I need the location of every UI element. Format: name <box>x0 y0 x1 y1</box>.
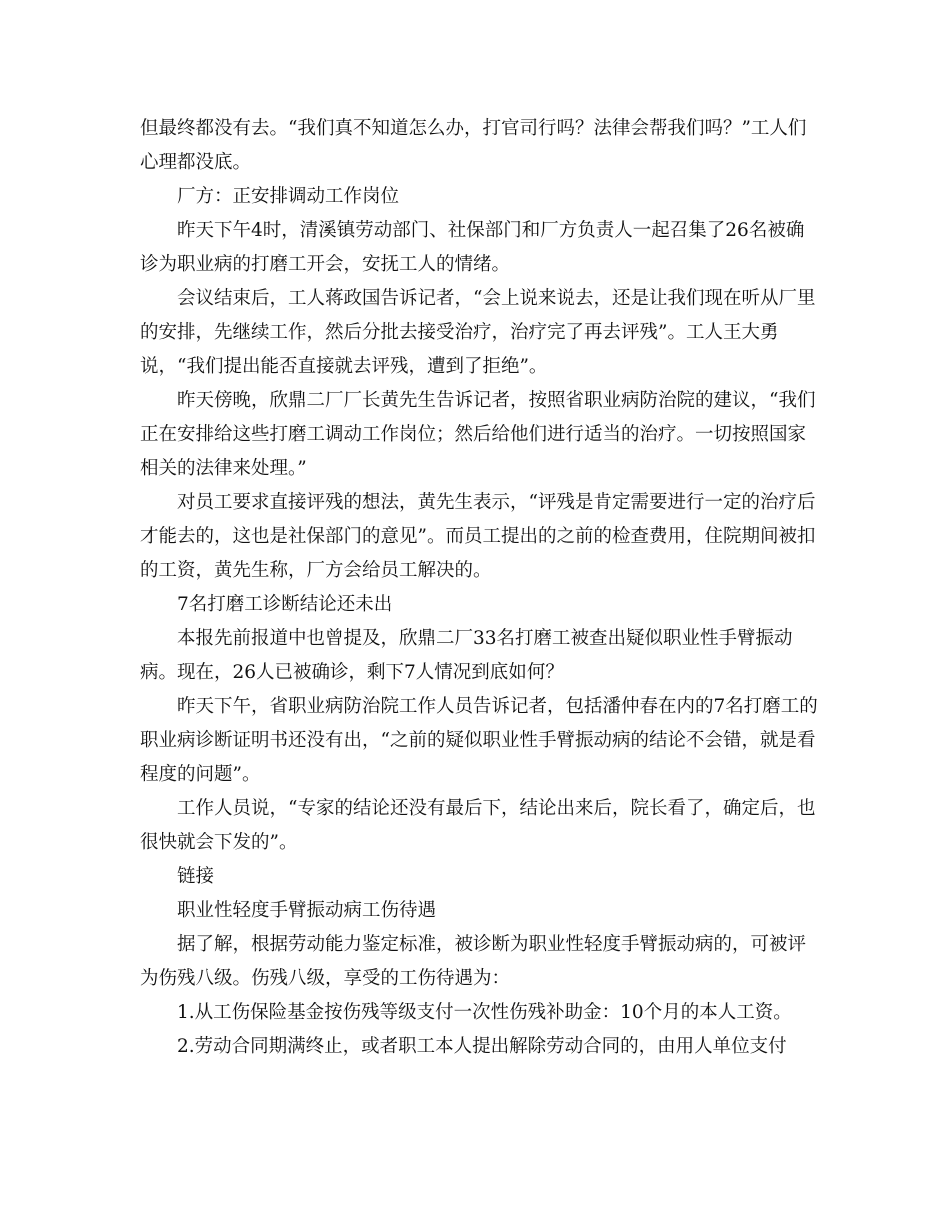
section-heading: 职业性轻度手臂振动病工伤待遇 <box>177 900 437 921</box>
paragraph: 本报先前报道中也曾提及，欣鼎二厂33名打磨工被查出疑似职业性手臂振动病。现在，26人已被确诊，剩下7人情况到底如何？ <box>140 628 793 683</box>
paragraph: 会议结束后，工人蒋政国告诉记者，“会上说来说去，还是让我们现在听从厂里的安排，先继续工作，然后分批去接受治疗，治疗完了再去评残”。工人王大勇说，“我们提出能否直接就去评残，遭到了拒绝”。 <box>140 288 816 377</box>
paragraph: 工作人员说，“专家的结论还没有最后下，结论出来后，院长看了，确定后，也很快就会下发的”。 <box>140 798 816 853</box>
section-heading: 厂方：正安排调动工作岗位 <box>177 186 400 207</box>
list-item: 1.从工伤保险基金按伤残等级支付一次性伤残补助金：10个月的本人工资。 <box>177 1002 792 1023</box>
paragraph: 据了解，根据劳动能力鉴定标准，被诊断为职业性轻度手臂振动病的，可被评为伤残八级。伤残八级，享受的工伤待遇为： <box>140 934 807 989</box>
paragraph: 昨天下午，省职业病防治院工作人员告诉记者，包括潘仲春在内的7名打磨工的职业病诊断证明书还没有出，“之前的疑似职业性手臂振动病的结论不会错，就是看程度的问题”。 <box>140 696 818 785</box>
document-body <box>140 112 820 1064</box>
paragraph: 昨天傍晚，欣鼎二厂厂长黄先生告诉记者，按照省职业病防治院的建议，“我们正在安排给这些打磨工调动工作岗位；然后给他们进行适当的治疗。一切按照国家相关的法律来处理。” <box>140 390 816 479</box>
section-heading: 链接 <box>177 866 215 887</box>
paragraph: 对员工要求直接评残的想法，黄先生表示，“评残是肯定需要进行一定的治疗后才能去的，这也是社保部门的意见”。而员工提出的之前的检查费用，住院期间被扣的工资，黄先生称，厂方会给员工解决的。 <box>140 492 816 581</box>
paragraph: 昨天下午4时，清溪镇劳动部门、社保部门和厂方负责人一起召集了26名被确诊为职业病的打磨工开会，安抚工人的情绪。 <box>140 220 805 275</box>
section-heading: 7名打磨工诊断结论还未出 <box>177 594 393 615</box>
list-item: 2.劳动合同期满终止，或者职工本人提出解除劳动合同的，由用人单位支付 <box>177 1036 787 1057</box>
paragraph: 但最终都没有去。“我们真不知道怎么办，打官司行吗？法律会帮我们吗？”工人们心理都没底。 <box>140 118 807 173</box>
